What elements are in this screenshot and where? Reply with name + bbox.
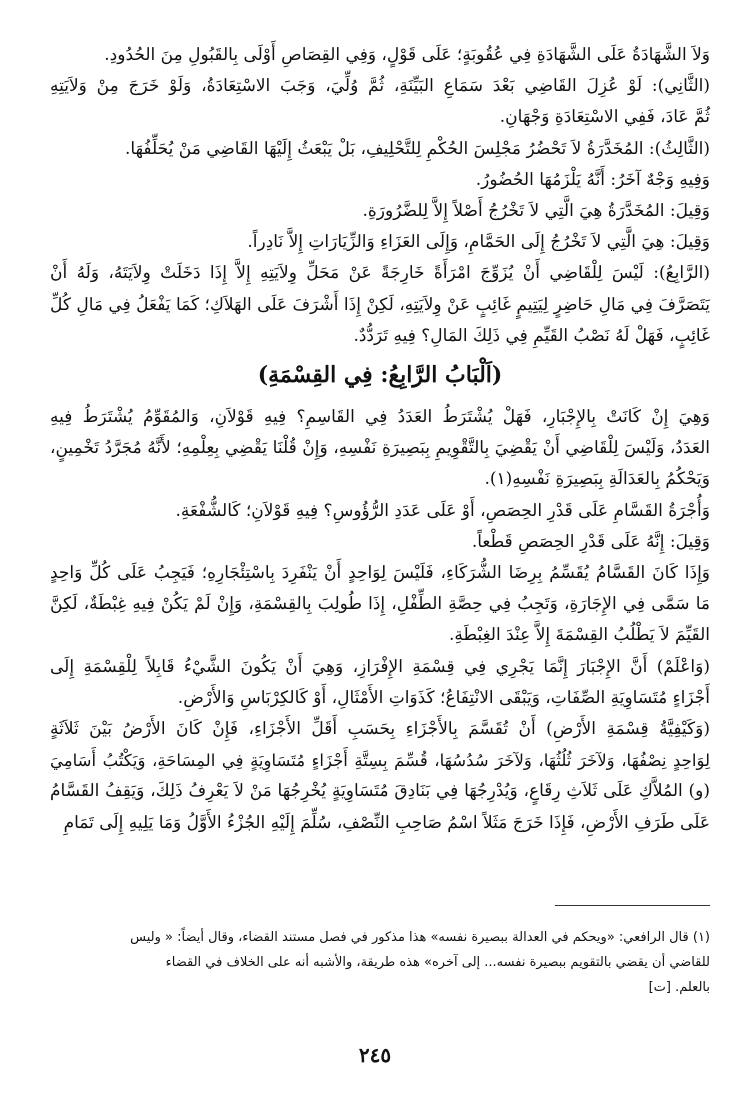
text-line: (الثَّالِثُ): المُخَدَّرَةُ لاَ تَحْضُرُ مَجْلِسَ الحُكْمِ لِلتَّحْلِيفِ، بَلْ يَبْعَثُ إِلَيْهَا القَاضِي مَنْ يُحَلِّفُهَا. [125,138,710,159]
text-line: وَأُجْرَةُ القَسَّامِ عَلَى قَدْرِ الحِصَصِ، أَوْ عَلَى عَدَدِ الرُّؤُوسِ؟ فِيهِ قَوْلاَنِ؛ كَالشُّفْعَةِ. [175,500,710,521]
text-line: (و) المُلاَّكِ عَلَى ثَلاَثِ رِقَاعٍ، وَيُدْرِجُهَا فِي بَنَادِقَ مُتَسَاوِيَةٍ يُخْرِجُهَا مَنْ لاَ يَعْرِفُ ذَلِكَ، وَيَقِفُ القَسَّامُ [50,781,710,802]
footnote-line: بالعلم. [ت] [648,980,710,995]
text-line: مَا سَمَّى فِي الإِجَارَةِ، وَتَجِبُ فِي حِصَّةِ الطِّفْلِ، إِذَا طُولِبَ بِالقِسْمَةِ، وَإِنْ لَمْ يَكُنْ فِيهِ غِبْطَةٌ، لَكِنَّ [50,594,710,615]
text-line: عَلَى طَرَفِ الأَرْضِ، فَإِذَا خَرَجَ مَثَلاً اسْمُ صَاحِبِ النِّصْفِ، سُلِّمَ إِلَيْهِ الجُزْءُ الأَوَّلُ وَمَا يَلِيهِ إِلَى تَمَامِ [63,812,710,833]
text-line: وَإِذَا كَانَ القَسَّامُ يُقَسِّمُ بِرِضَا الشُّرَكَاءِ، فَلَيْسَ لِوَاحِدٍ أَنْ يَنْفَرِدَ بِاسْتِئْجَارِهِ؛ فَيَجِبُ عَلَى كُلِّ وَاحِدٍ [50,563,710,584]
text-line: (الثَّانِي): لَوْ عُزِلَ القَاضِي بَعْدَ سَمَاعِ البَيِّنَةِ، ثُمَّ وُلِّيَ، وَجَبَ الاسْتِعَادَةُ، وَلَوْ خَرَجَ مِنْ وَلاَيَتِهِ [50,76,710,97]
text-line: لِوَاحِدٍ نِصْفُهَا، وَلآخَرَ ثُلُثُهَا، وَلآخَرَ سُدُسُهَا، قُسِّمَ بِسِتَّةِ أَجْزَاءٍ مُتَسَاوِيَةٍ فِي المِسَاحَةِ، وَيَكْتُبُ أَسَامِيَ [50,751,710,771]
text-block-2 [50,402,710,839]
text-line: وَيَحْكُمُ بِالعَدَالَةِ بِبَصِيرَةِ نَفْسِهِ(١). [484,469,710,490]
text-line: وَفِيهِ وَجْهٌ آخَرُ: أَنَّهُ يَلْزَمُهَا الحُضُورُ. [475,169,710,190]
text-line: وَلاَ الشَّهَادَةُ عَلَى الشَّهَادَةِ فِي عُقُوبَةٍ؛ عَلَى قَوْلٍ، وَفِي القِصَاصِ أَوْلَى بِالقَبُولِ مِنَ الحُدُودِ. [104,45,710,65]
text-line: (وَكَيْفِيَّةُ قِسْمَةِ الأَرْضِ) أَنْ تُقَسَّمَ بِالأَجْزَاءِ بِحَسَبِ أَقَلِّ الأَجْزَاءِ، فَإِنْ كَانَ الأَرْضُ بَيْنَ ثَلاَثَةٍ [50,719,710,740]
text-line: وَقِيلَ: هِيَ الَّتِي لاَ تَخْرُجُ إِلَى الحَمَّامِ، وَإِلَى العَزَاءِ وَالزِّيَارَاتِ إِلاَّ نَادِراً. [247,232,710,253]
text-line: (الرَّابِعُ): لَيْسَ لِلْقَاضِي أَنْ يُزَوِّجَ امْرَأَةً خَارِجَةً عَنْ مَحَلِّ وِلاَيَتِهِ إِلاَّ إِذَا دَخَلَتْ وِلاَيَتَهُ، وَلَهُ أَنْ [50,263,710,284]
text-line: ثُمَّ عَادَ، فَفِي الاسْتِعَادَةِ وَجْهَانِ. [499,107,710,128]
text-line: وَقِيلَ: إِنَّهُ عَلَى قَدْرِ الحِصَصِ قَطْعاً. [471,531,710,552]
text-line: وَهِيَ إِنْ كَانَتْ بِالإِجْبَارِ، فَهَلْ يُشْتَرَطُ العَدَدُ فِي القَاسِمِ؟ فِيهِ قَوْلاَنِ، وَالمُقَوِّمُ يُشْتَرَطُ فِيهِ [50,407,710,428]
text-block-1 [50,40,710,352]
footnote [50,925,710,1000]
text-line: غَائِبٍ، فَهَلْ لَهُ نَصْبُ القَيِّمِ فِي ذَلِكَ المَالِ؟ فِيهِ تَرَدُّدٌ. [353,325,710,346]
page-body [50,40,710,839]
text-line: القَيِّمَ لاَ يَطْلُبُ القِسْمَةَ إِلاَّ عِنْدَ الغِبْطَةِ. [449,625,710,646]
footnote-line: للقاضي أن يقضي بالتقويم ببصيرة نفسه... إلى آخره» هذه طريقة، والأشبه أنه على الخلاف في القضاء [165,955,710,970]
footnote-line: (١) قال الرافعي: «ويحكم في العدالة ببصيرة نفسه» هذا مذكور في فصل مستند القضاء، وقال أيضاً: « وليس [130,930,710,945]
text-line: (وَاعْلَمْ) أَنَّ الإِجْبَارَ إِنَّمَا يَجْرِي فِي قِسْمَةِ الإِفْرَازِ، وَهِيَ أَنْ يَكُونَ الشَّيْءُ قَابِلاً لِلْقِسْمَةِ إِلَى [50,656,710,677]
footnote-divider [555,905,710,906]
text-line: أَجْزَاءٍ مُتَسَاوِيَةِ الصِّفَاتِ، وَيَبْقَى الانْتِفَاعُ؛ كَذَوَاتِ الأَمْثَالِ، أَوْ كَالكِرْبَاسِ وَالأَرْضِ. [177,687,710,708]
page-number: ٢٤٥ [358,1043,392,1067]
chapter-heading: (اَلْبَابُ الرَّابِعُ: فِي القِسْمَةِ) [257,362,503,389]
text-line: العَدَدُ، وَلَيْسَ لِلْقَاضِي أَنْ يَقْضِيَ بِالتَّقْوِيمِ بِبَصِيرَةِ نَفْسِهِ، وَإِنْ قُلْنَا يَقْضِي بِعِلْمِهِ؛ لأَنَّهُ مُجَرَّدُ تَخْمِينٍ، [50,438,710,459]
text-line: وَقِيلَ: المُخَدَّرَةُ هِيَ الَّتِي لاَ تَخْرُجُ أَصْلاً إِلاَّ لِلضَّرُورَةِ. [362,201,710,222]
text-line: يَتَصَرَّفَ فِي مَالِ حَاضِرٍ لِيَتِيمٍ غَائِبٍ عَنْ وِلاَيَتِهِ، لَكِنْ إِذَا أَشْرَفَ عَلَى الهَلاَكِ؛ كَمَا يَفْعَلُ فِي مَالِ كُلِّ [50,294,710,315]
